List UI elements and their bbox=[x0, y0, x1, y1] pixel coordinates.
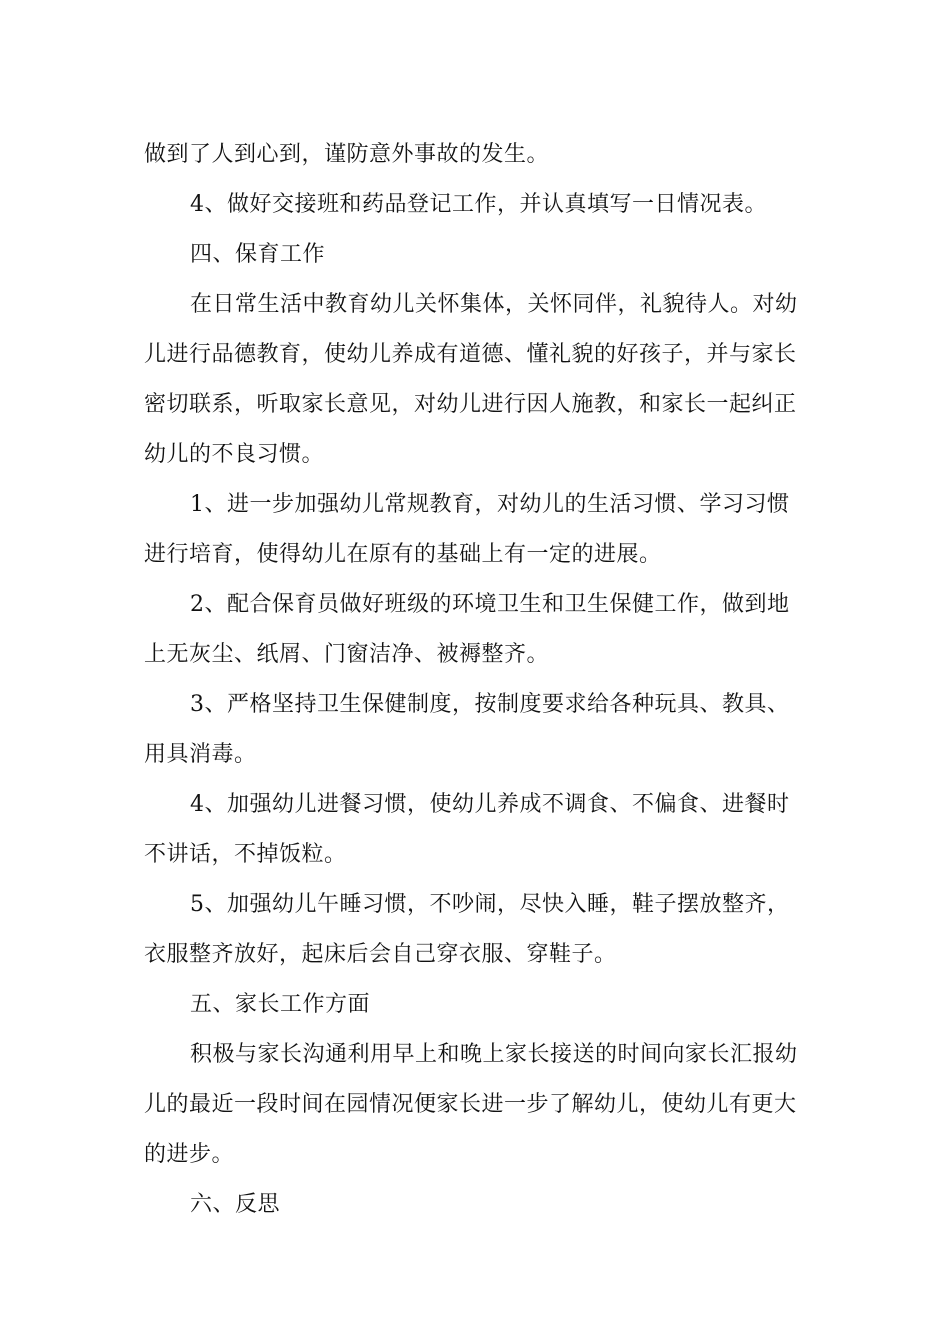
section-heading-care-work: 四、保育工作 bbox=[190, 242, 326, 267]
paragraph-item-2-hygiene: 2、配合保育员做好班级的环境卫生和卫生保健工作，做到地上无灰尘、纸屑、门窗洁净、被褥整齐。 bbox=[144, 592, 790, 667]
paragraph-item-1-routine: 1、进一步加强幼儿常规教育，对幼儿的生活习惯、学习习惯进行培育，使得幼儿在原有的基础上有一定的进展。 bbox=[144, 492, 790, 567]
paragraph-parent-communication: 积极与家长沟通利用早上和晚上家长接送的时间向家长汇报幼儿的最近一段时间在园情况便家长进一步了解幼儿，使幼儿有更大的进步。 bbox=[144, 1042, 798, 1167]
section-heading-reflection: 六、反思 bbox=[190, 1192, 281, 1217]
paragraph-daily-education: 在日常生活中教育幼儿关怀集体，关怀同伴，礼貌待人。对幼儿进行品德教育，使幼儿养成有道德、懂礼貌的好孩子，并与家长密切联系，听取家长意见，对幼儿进行因人施教，和家长一起纠正幼儿的不良习惯。 bbox=[144, 292, 798, 467]
paragraph-item-5-nap: 5、加强幼儿午睡习惯，不吵闹，尽快入睡，鞋子摆放整齐，衣服整齐放好，起床后会自己穿衣服、穿鞋子。 bbox=[144, 892, 790, 967]
document-body bbox=[144, 130, 808, 1230]
paragraph-continuation: 做到了人到心到，谨防意外事故的发生。 bbox=[144, 142, 550, 167]
paragraph-item-4-handover: 4、做好交接班和药品登记工作，并认真填写一日情况表。 bbox=[190, 192, 767, 217]
paragraph-item-3-disinfection: 3、严格坚持卫生保健制度，按制度要求给各种玩具、教具、用具消毒。 bbox=[144, 692, 790, 767]
section-heading-parent-work: 五、家长工作方面 bbox=[190, 992, 371, 1017]
paragraph-item-4-eating: 4、加强幼儿进餐习惯，使幼儿养成不调食、不偏食、进餐时不讲话，不掉饭粒。 bbox=[144, 792, 790, 867]
